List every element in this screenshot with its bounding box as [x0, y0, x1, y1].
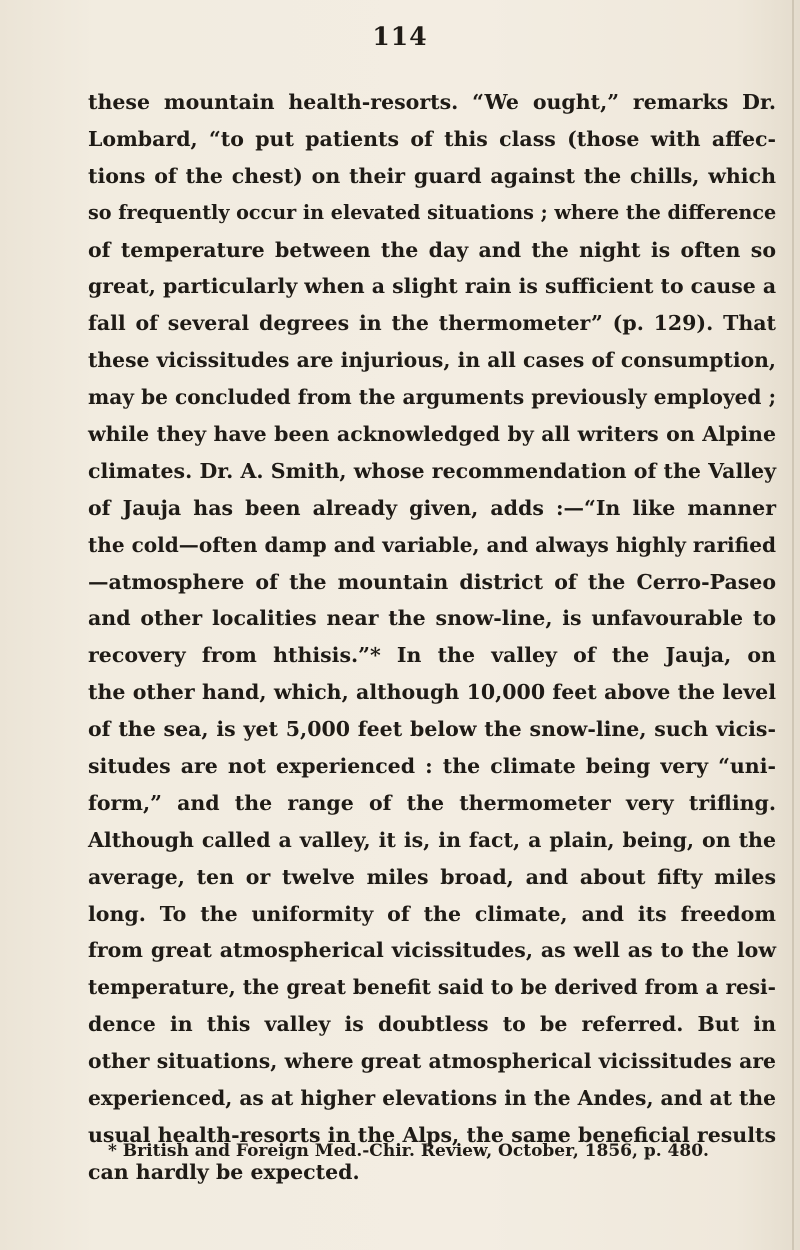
text-line: of Jauja has been already given, adds :—“In like manner [88, 495, 776, 520]
text-line: temperature, the great benefit said to be derived from a resi- [88, 975, 776, 1000]
text-line: of the sea, is yet 5,000 feet below the snow-line, such vicis- [88, 717, 776, 742]
text-line: tions of the chest) on their guard against the chills, which [88, 163, 776, 188]
footnote: * British and Foreign Med.-Chir. Review, October, 1856, p. 480. [108, 1141, 709, 1161]
text-line: usual health-resorts in the Alps, the same beneficial results [88, 1122, 776, 1147]
text-line: great, particularly when a slight rain is sufficient to cause a [88, 274, 777, 299]
text-line: Lombard, “to put patients of this class (those with affec- [88, 126, 776, 151]
text-line: while they have been acknowledged by all writers on Alpine [88, 422, 776, 447]
text-line: may be concluded from the arguments previously employed ; [88, 385, 776, 410]
text-line: situdes are not experienced : the climate being very “uni- [88, 754, 776, 779]
text-line: —atmosphere of the mountain district of the Cerro-Paseo [88, 569, 776, 594]
text-line: average, ten or twelve miles broad, and about fifty miles [88, 864, 776, 889]
text-line: the cold—often damp and variable, and always highly rarified [88, 532, 776, 557]
text-line: recovery from hthisis.”* In the valley of the Jauja, on [88, 643, 776, 668]
text-line: fall of several degrees in the thermometer” (p. 129). That [88, 311, 776, 336]
text-line: so frequently occur in elevated situations ; where the difference [88, 200, 777, 224]
text-line: Although called a valley, it is, in fact, a plain, being, on the [88, 827, 776, 852]
text-line: climates. Dr. A. Smith, whose recommendation of the Valley [88, 458, 776, 483]
text-line: dence in this valley is doubtless to be referred. But in [88, 1012, 776, 1037]
page-number: 114 [372, 22, 428, 51]
text-line: of temperature between the day and the night is often so [88, 237, 776, 262]
text-line: these vicissitudes are injurious, in all cases of consumption, [88, 348, 776, 373]
text-line: the other hand, which, although 10,000 feet above the level [88, 680, 776, 705]
text-line: other situations, where great atmospherical vicissitudes are [88, 1049, 776, 1074]
text-line: form,” and the range of the thermometer very trifling. [88, 790, 776, 815]
text-line: experienced, as at higher elevations in the Andes, and at the [88, 1086, 776, 1111]
text-line: long. To the uniformity of the climate, and its freedom [88, 901, 776, 926]
text-line: these mountain health-resorts. “We ought,” remarks Dr. [88, 90, 776, 114]
body-text [88, 84, 776, 1191]
text-line: from great atmospherical vicissitudes, as well as to the low [88, 938, 776, 963]
page-edge-line [792, 0, 794, 1250]
text-line: and other localities near the snow-line, is unfavourable to [88, 606, 776, 631]
text-line-last: can hardly be expected. [88, 1159, 360, 1184]
